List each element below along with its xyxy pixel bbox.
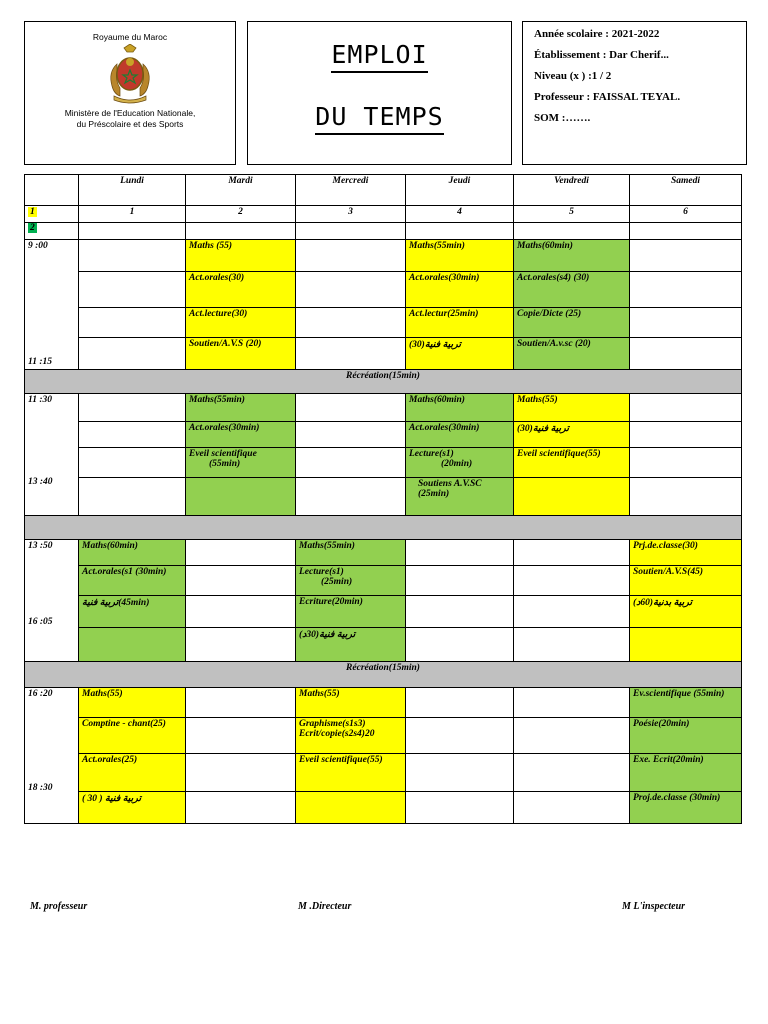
title-line-2: DU TEMPS <box>248 102 511 131</box>
lesson-cell: Maths(55min) <box>186 394 296 422</box>
recreation-row <box>25 370 742 394</box>
lesson-cell: Maths(60min) <box>406 394 514 422</box>
lesson-cell: Proj.de.classe (30min) <box>630 792 742 824</box>
lesson-cell: Eveil scientifique(55) <box>514 448 630 478</box>
school-name: Établissement : Dar Cherif... <box>534 49 669 61</box>
lesson-cell: Maths(55min) <box>406 240 514 272</box>
lesson-cell: Comptine - chant(25) <box>79 718 186 754</box>
time-start: 16 :20 <box>28 689 53 699</box>
lesson-cell: Act.orales(30) <box>186 272 296 308</box>
lesson-cell: Exe. Ecrit(20min) <box>630 754 742 792</box>
level-marker-2: 2 <box>30 223 35 233</box>
time-cell <box>25 394 79 516</box>
som-field: SOM :……. <box>534 112 591 124</box>
lesson-cell: Soutien/A.V.S (20) <box>186 338 296 370</box>
lesson-cell: Lecture(s1) (20min) <box>406 448 514 478</box>
lesson-cell: Lecture(s1) (25min) <box>296 566 406 596</box>
lesson-cell: Act.lecture(30) <box>186 308 296 338</box>
lesson-cell: تربية فنية(30د) <box>296 628 406 662</box>
royal-emblem-icon <box>100 44 160 106</box>
table-row <box>25 718 742 754</box>
lesson-cell: Maths(55) <box>296 688 406 718</box>
lesson-cell <box>79 628 186 662</box>
lesson-cell: Soutien/A.v.sc (20) <box>514 338 630 370</box>
level-marker-1: 1 <box>30 207 35 217</box>
lesson-cell: Act.orales(s1 (30min) <box>79 566 186 596</box>
time-cell <box>25 688 79 824</box>
timetable <box>24 174 742 824</box>
time-end: 11 :15 <box>28 357 53 367</box>
lesson-cell: Maths(60min) <box>79 540 186 566</box>
table-row <box>25 754 742 792</box>
table-row <box>25 308 742 338</box>
lesson-cell: Maths(55) <box>514 394 630 422</box>
time-end: 16 :05 <box>28 617 53 627</box>
lesson-cell: Maths(55min) <box>296 540 406 566</box>
time-start: 13 :50 <box>28 541 53 551</box>
day-vendredi: Vendredi <box>514 175 630 206</box>
time-start: 11 :30 <box>28 395 53 405</box>
teacher-name: Professeur : FAISSAL TEYAL. <box>534 91 681 103</box>
table-row <box>25 792 742 824</box>
day-number: 1 <box>79 206 186 223</box>
signature-inspecteur: M L'inspecteur <box>622 901 686 912</box>
lesson-cell: Act.lectur(25min) <box>406 308 514 338</box>
lesson-cell <box>514 478 630 516</box>
lesson-cell: Soutien/A.V.S(45) <box>630 566 742 596</box>
ministry-name <box>25 108 235 130</box>
lesson-cell: Act.orales(30min) <box>406 422 514 448</box>
lesson-cell: Maths (55) <box>186 240 296 272</box>
day-header-row <box>25 175 742 206</box>
table-row <box>25 272 742 308</box>
table-row <box>25 394 742 422</box>
day-number: 4 <box>406 206 514 223</box>
signature-directeur: M .Directeur <box>298 901 352 912</box>
day-number: 3 <box>296 206 406 223</box>
recreation-label: Récréation(15min) <box>25 370 742 394</box>
lesson-cell: Graphisme(s1s3) Ecrit/copie(s2s4)20 <box>296 718 406 754</box>
table-row <box>25 628 742 662</box>
lesson-cell: Prj.de.classe(30) <box>630 540 742 566</box>
time-end: 13 :40 <box>28 477 53 487</box>
lesson-cell: Maths(60min) <box>514 240 630 272</box>
day-mercredi: Mercredi <box>296 175 406 206</box>
number-row <box>25 206 742 223</box>
table-row <box>25 338 742 370</box>
time-end: 18 :30 <box>28 783 53 793</box>
time-cell <box>25 540 79 662</box>
lesson-cell: Copie/Dicte (25) <box>514 308 630 338</box>
lesson-cell: تربية فنية(30) <box>514 422 630 448</box>
day-number: 2 <box>186 206 296 223</box>
marker-row <box>25 223 742 240</box>
lesson-cell <box>630 628 742 662</box>
lesson-cell: Act.orales(s4) (30) <box>514 272 630 308</box>
corner-cell <box>25 175 79 206</box>
lesson-cell: تربية بدنية(60د) <box>630 596 742 628</box>
time-cell <box>25 240 79 370</box>
ministry-logo-box <box>24 21 236 165</box>
day-number: 6 <box>630 206 742 223</box>
lesson-cell: تربية فنية(45min) <box>79 596 186 628</box>
lesson-cell: Ecriture(20min) <box>296 596 406 628</box>
lesson-cell: تربية فنية ( 30 ) <box>79 792 186 824</box>
table-row <box>25 596 742 628</box>
lesson-cell <box>186 478 296 516</box>
day-number: 5 <box>514 206 630 223</box>
table-row <box>25 448 742 478</box>
table-row <box>25 478 742 516</box>
school-level: Niveau (x ) :1 / 2 <box>534 70 612 82</box>
lesson-cell: Soutiens A.V.SC (25min) <box>406 478 514 516</box>
ministry-kingdom-text: Royaume du Maroc <box>92 32 168 42</box>
ministry-name-line-2: du Préscolaire et des Sports <box>76 119 184 129</box>
lesson-cell: Poésie(20min) <box>630 718 742 754</box>
school-year: Année scolaire : 2021-2022 <box>534 28 660 40</box>
recreation-row <box>25 662 742 688</box>
table-row <box>25 566 742 596</box>
table-row <box>25 540 742 566</box>
lesson-cell: Act.orales(25) <box>79 754 186 792</box>
break-row <box>25 516 742 540</box>
lesson-cell: Act.orales(30min) <box>406 272 514 308</box>
lesson-cell: Eveil scientifique (55min) <box>186 448 296 478</box>
lesson-cell: Maths(55) <box>79 688 186 718</box>
time-start: 9 :00 <box>28 241 48 251</box>
day-jeudi: Jeudi <box>406 175 514 206</box>
lesson-cell: Act.orales(30min) <box>186 422 296 448</box>
day-samedi: Samedi <box>630 175 742 206</box>
table-row <box>25 688 742 718</box>
lesson-cell: تربية فنية(30) <box>406 338 514 370</box>
lesson-cell <box>296 792 406 824</box>
table-row <box>25 422 742 448</box>
recreation-label: Récréation(15min) <box>25 662 742 688</box>
day-mardi: Mardi <box>186 175 296 206</box>
school-info-box <box>522 21 747 165</box>
title-line-1: EMPLOI <box>248 40 511 69</box>
title-box <box>247 21 512 165</box>
lesson-cell: Ev.scientifique (55min) <box>630 688 742 718</box>
table-row <box>25 240 742 272</box>
signature-professeur: M. professeur <box>30 901 88 912</box>
day-lundi: Lundi <box>79 175 186 206</box>
ministry-name-line-1: Ministère de l'Education Nationale, <box>64 108 196 118</box>
lesson-cell: Eveil scientifique(55) <box>296 754 406 792</box>
